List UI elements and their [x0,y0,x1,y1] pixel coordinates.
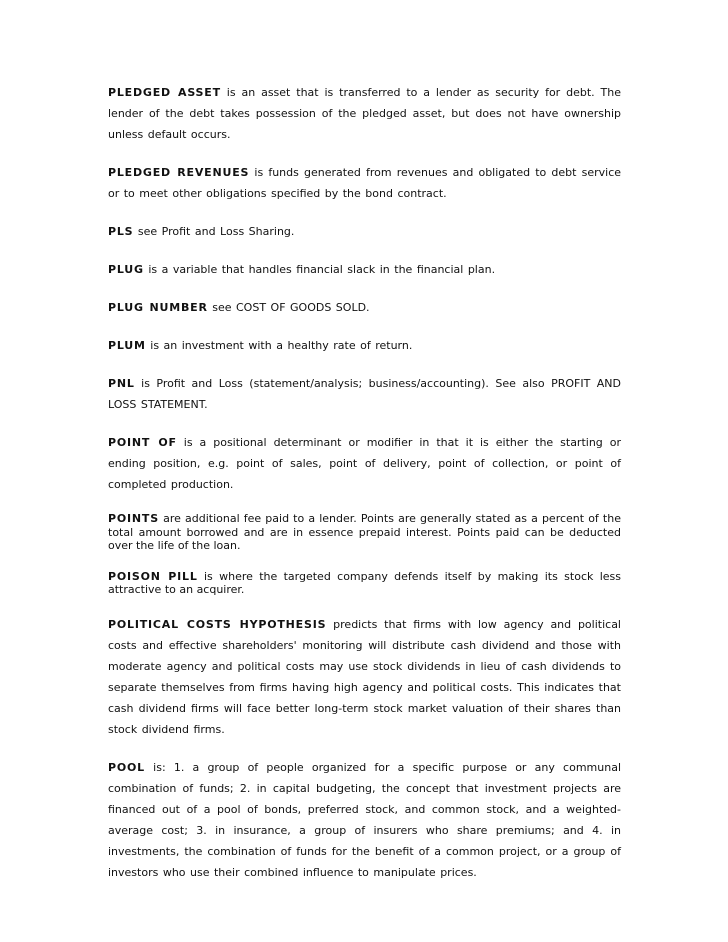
entry-definition: see COST OF GOODS SOLD. [207,301,370,314]
entry-definition: see Profit and Loss Sharing. [133,225,295,238]
entry-definition: is: 1. a group of people organized for a specific purpose or any communal combination of funds; 2. in capital budgeting, the concept that investment projects are financed out of a pool of bonds, preferred stock, and common stock, and a weighted-average cost; 3. in insurance, a group of insurers who share premiums; and 4. in investments, the combination of funds for the benefit of a common project, or a group of investors who use their combined influence to manipulate prices. [108,760,621,879]
entry-definition: is an investment with a healthy rate of return. [145,339,413,352]
entry-political-costs-hypothesis [108,614,621,740]
document-page [108,82,621,883]
entry-term: PNL [108,377,135,390]
entry-term: PLUG [108,263,144,276]
entry-term: PLS [108,225,134,238]
entry-plum [108,335,621,356]
entry-term: POINT OF [108,436,177,449]
entry-definition: is an asset that is transferred to a lender as security for debt. The lender of the debt takes possession of the pledged asset, but does not have ownership unless default occurs. [108,86,621,141]
entry-poison-pill [108,570,621,597]
entry-plug [108,259,621,280]
entry-pnl [108,373,621,415]
entry-term: PLUM [108,339,146,352]
entry-definition: predicts that firms with low agency and political costs and effective shareholders' monitoring will distribute cash dividend and those with moderate agency and political costs may use stock dividends in lieu of cash dividends to separate themselves from firms having high agency and political costs. This indicates that cash dividend firms will face better long-term stock market valuation of their shares than stock dividend firms. [108,617,621,736]
entry-definition: are additional fee paid to a lender. Points are generally stated as a percent of the total amount borrowed and are in essence prepaid interest. Points paid can be deducted over the life of the loan. [108,512,621,552]
entry-definition: is a positional determinant or modifier in that it is either the starting or ending position, e.g. point of sales, point of delivery, point of collection, or point of completed production. [108,436,622,491]
entry-point-of [108,432,621,495]
entry-term: PLUG NUMBER [108,301,208,314]
entry-term: POISON PILL [108,569,198,583]
entry-points [108,512,621,553]
entry-term: POOL [108,760,145,774]
entry-pledged-revenues [108,162,621,204]
entry-pool [108,757,621,883]
entry-definition: is a variable that handles financial slack in the financial plan. [143,263,496,276]
entry-definition: is funds generated from revenues and obligated to debt service or to meet other obligations specified by the bond contract. [108,166,622,200]
entry-definition: is Profit and Loss (statement/analysis; business/accounting). See also PROFIT AND LOSS STATEMENT. [108,377,621,411]
entry-term: POLITICAL COSTS HYPOTHESIS [108,617,327,631]
entry-term: PLEDGED ASSET [108,86,221,99]
entry-plug-number [108,297,621,318]
entry-term: PLEDGED REVENUES [108,166,250,179]
entry-pledged-asset [108,82,621,145]
entry-definition: is where the targeted company defends itself by making its stock less attractive to an acquirer. [108,569,621,596]
entry-term: POINTS [108,512,159,525]
entry-pls [108,221,621,242]
